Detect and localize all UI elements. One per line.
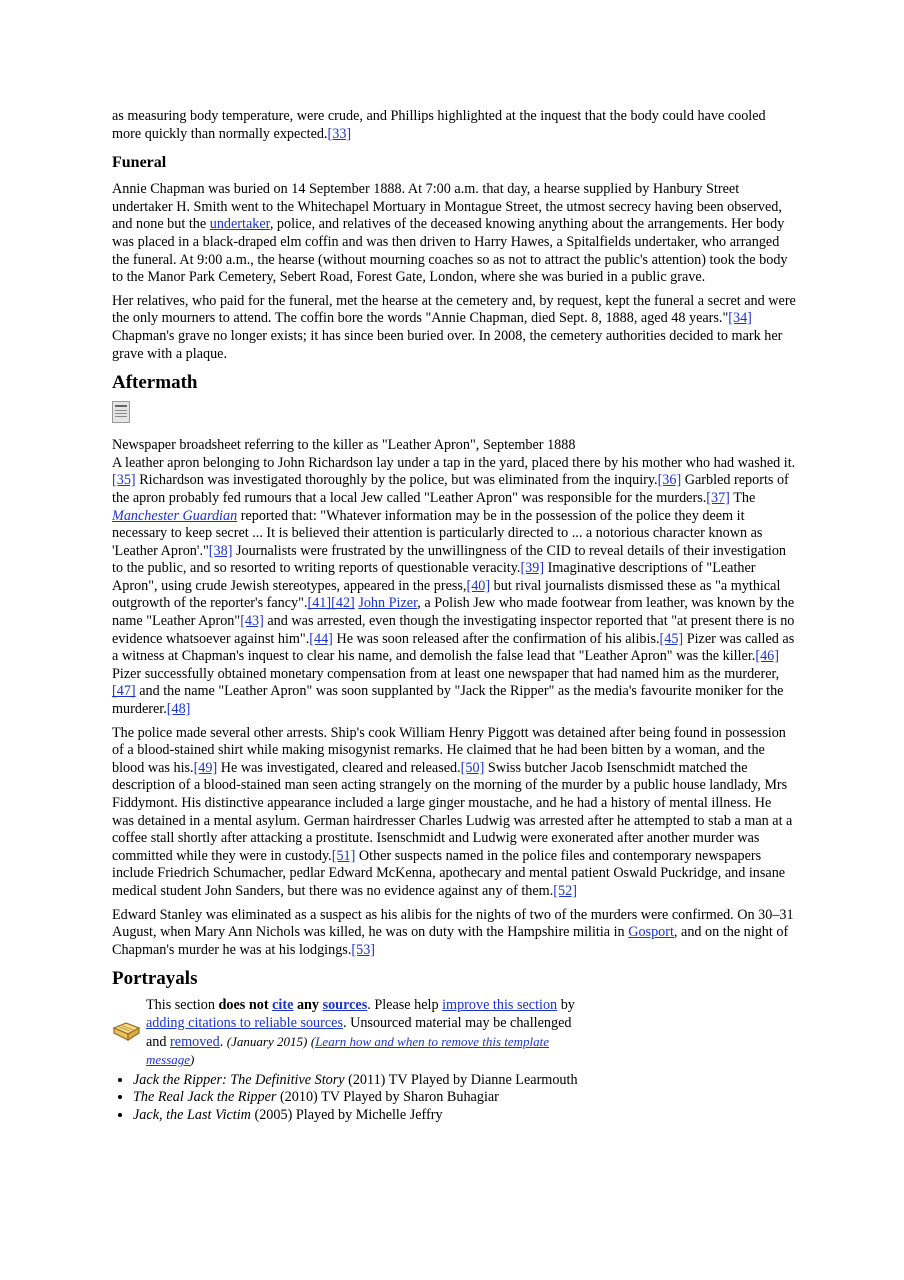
- ref-45-link[interactable]: [45]: [659, 630, 684, 647]
- list-item: • Jack, the Last Victim (2005) Played by Michelle Jeffry: [133, 1107, 796, 1125]
- ref-50-link[interactable]: [50]: [460, 759, 485, 776]
- ref-35-link[interactable]: [35]: [112, 472, 136, 489]
- ref-49-link[interactable]: [49]: [193, 759, 218, 776]
- john-pizer-link[interactable]: John Pizer: [358, 595, 418, 612]
- notice-date: (January 2015): [226, 1033, 308, 1049]
- ref-37-link[interactable]: [37]: [706, 489, 730, 506]
- ref-47-link[interactable]: [47]: [112, 683, 136, 700]
- funeral-paragraph-1: Annie Chapman was buried on 14 September 1888. At 7:00 a.m. that day, a hearse supplied by Hanbury Street undertaker H. Smith went to the Whitechapel Mortuary in Montague Street, the utmost secrecy having been observed, and none but the undertaker, police, and relatives of the deceased knowing anything about the arrangements. Her body was placed in a black-draped elm coffin and was then driven to Harry Hawes, a Spitalfields undertaker, who arranged the funeral. At 9:00 a.m., the hearse (without mourning coaches so as not to attract the public's attention) took the body to the Manor Park Cemetery, Sebert Road, Forest Gate, London, where she was buried in a public grave.: [112, 181, 788, 286]
- funeral-heading: Funeral: [112, 154, 167, 172]
- intro-paragraph: as measuring body temperature, were crude, and Phillips highlighted at the inquest that the body could have cooled more quickly than normally expected.[33]: [112, 108, 766, 142]
- sources-link[interactable]: sources: [322, 997, 368, 1014]
- aftermath-paragraph-2: The police made several other arrests. Ship's cook William Henry Piggott was detained after being found in possession of a blood-stained shirt while making misogynist remarks. He claimed that he had been bitten by a woman, and the blood was his.[49] He was investigated, cleared and released.[50] Swiss butcher Jacob Isenschmidt matched the description of a blood-stained man seen acting strangely on the morning of the murder by a public house landlady, Mrs Fiddymont. His distinctive appearance included a large ginger moustache, and he had a history of mental illness. He was detained in a mental asylum. German hairdresser Charles Ludwig was arrested after he attempted to stab a man at a coffee stall shortly after attacking a prostitute. Isenschmidt and Ludwig were exonerated after another murder was committed while they were in custody.[51] Other suspects named in the police files and contemporary newspapers include Friedrich Schumacher, pedlar Edward McKenna, apothecary and mental patient Oswald Puckridge, and insane medical student John Sanders, but there was no evidence against any of them.[52]: [112, 724, 793, 899]
- newspaper-thumbnail-image[interactable]: [112, 401, 130, 423]
- ref-34-link[interactable]: [34]: [728, 310, 752, 327]
- portrayals-list: [112, 1072, 796, 1125]
- ref-36-link[interactable]: [36]: [657, 472, 682, 489]
- cite-link[interactable]: cite: [272, 997, 294, 1014]
- unsourced-section-notice: This section does not cite any sources. Please help improve this section by adding citations to reliable sources. Unsourced material may be challenged and removed. (January 2015) (Learn how and when to remove this template message): [112, 997, 576, 1069]
- improve-section-link[interactable]: improve this section: [442, 997, 558, 1014]
- ref-33-link[interactable]: [33]: [327, 125, 352, 142]
- ref-53-link[interactable]: [53]: [351, 941, 376, 958]
- list-item: • The Real Jack the Ripper (2010) TV Played by Sharon Buhagiar: [133, 1089, 796, 1107]
- image-caption: Newspaper broadsheet referring to the killer as "Leather Apron", September 1888: [112, 437, 576, 454]
- ref-42-link[interactable]: [42]: [331, 595, 355, 612]
- removed-link[interactable]: removed: [170, 1033, 220, 1050]
- aftermath-paragraph-1: A leather apron belonging to John Richardson lay under a tap in the yard, placed there by his mother who had washed it.[35] Richardson was investigated thoroughly by the police, but was eliminated from the inquiry.[36] Garbled reports of the apron probably fed rumours that a local Jew called "Leather Apron" was responsible for the murders.[37] The Manchester Guardian reported that: "Whatever information may be in the possession of the police they deem it necessary to keep secret ... It is believed their attention is particularly directed to ... a notorious character known as 'Leather Apron'."[38] Journalists were frustrated by the unwillingness of the CID to reveal details of their investigation to the public, and so resorted to writing reports of questionable veracity.[39] Imaginative descriptions of "Leather Apron", using crude Jewish stereotypes, appeared in the press,[40] but rival journalists dismissed these as "a mythical outgrowth of the reporter's fancy".[41][42] John Pizer, a Polish Jew who made footwear from leather, was known by the name "Leather Apron"[43] and was arrested, even though the investigating inspector reported that "at present there is no evidence whatsoever against him".[44] He was soon released after the confirmation of his alibis.[45] Pizer was called as a witness at Chapman's inquest to clear his name, and demolish the false lead that "Leather Apron" was the killer.[46] Pizer successfully obtained monetary compensation from at least one newspaper that had named him as the murderer,[47] and the name "Leather Apron" was soon supplanted by "Jack the Ripper" as the media's favourite moniker for the murderer.[48]: [112, 454, 796, 718]
- ref-44-link[interactable]: [44]: [309, 630, 333, 647]
- undertaker-link[interactable]: undertaker: [209, 216, 270, 233]
- adding-citations-link[interactable]: adding citations to reliable sources: [146, 1014, 343, 1031]
- ref-51-link[interactable]: [51]: [331, 847, 356, 864]
- aftermath-paragraph-3: Edward Stanley was eliminated as a suspect as his alibis for the nights of two of the murders were confirmed. On 30–31 August, when Mary Ann Nichols was killed, he was on duty with the Hampshire militia in Gosport, and on the night of Chapman's murder he was at his lodgings.[53]: [112, 906, 794, 958]
- ref-40-link[interactable]: [40]: [466, 577, 491, 594]
- gosport-link[interactable]: Gosport: [628, 924, 674, 941]
- manchester-guardian-link[interactable]: Manchester Guardian: [112, 507, 238, 524]
- ref-38-link[interactable]: [38]: [208, 542, 233, 559]
- ref-39-link[interactable]: [39]: [520, 560, 545, 577]
- ref-48-link[interactable]: [48]: [166, 701, 191, 718]
- ref-43-link[interactable]: [43]: [240, 613, 264, 630]
- open-book-icon: [112, 1019, 142, 1045]
- portrayals-heading: Portrayals: [112, 968, 198, 990]
- list-item: • Jack the Ripper: The Definitive Story (2011) TV Played by Dianne Learmouth: [133, 1072, 796, 1090]
- ref-52-link[interactable]: [52]: [553, 882, 577, 899]
- aftermath-heading: Aftermath: [112, 372, 198, 394]
- ref-41-link[interactable]: [41]: [307, 595, 332, 612]
- article-content: [112, 108, 796, 1125]
- ref-46-link[interactable]: [46]: [755, 648, 779, 665]
- funeral-paragraph-2: Her relatives, who paid for the funeral, met the hearse at the cemetery and, by request, kept the funeral a secret and were the only mourners to attend. The coffin bore the words "Annie Chapman, died Sept. 8, 1888, aged 48 years."[34] Chapman's grave no longer exists; it has since been buried over. In 2008, the cemetery authorities decided to mark her grave with a plaque.: [112, 292, 796, 362]
- learn-remove-template-link[interactable]: Learn how and when to remove this template message: [146, 1033, 550, 1068]
